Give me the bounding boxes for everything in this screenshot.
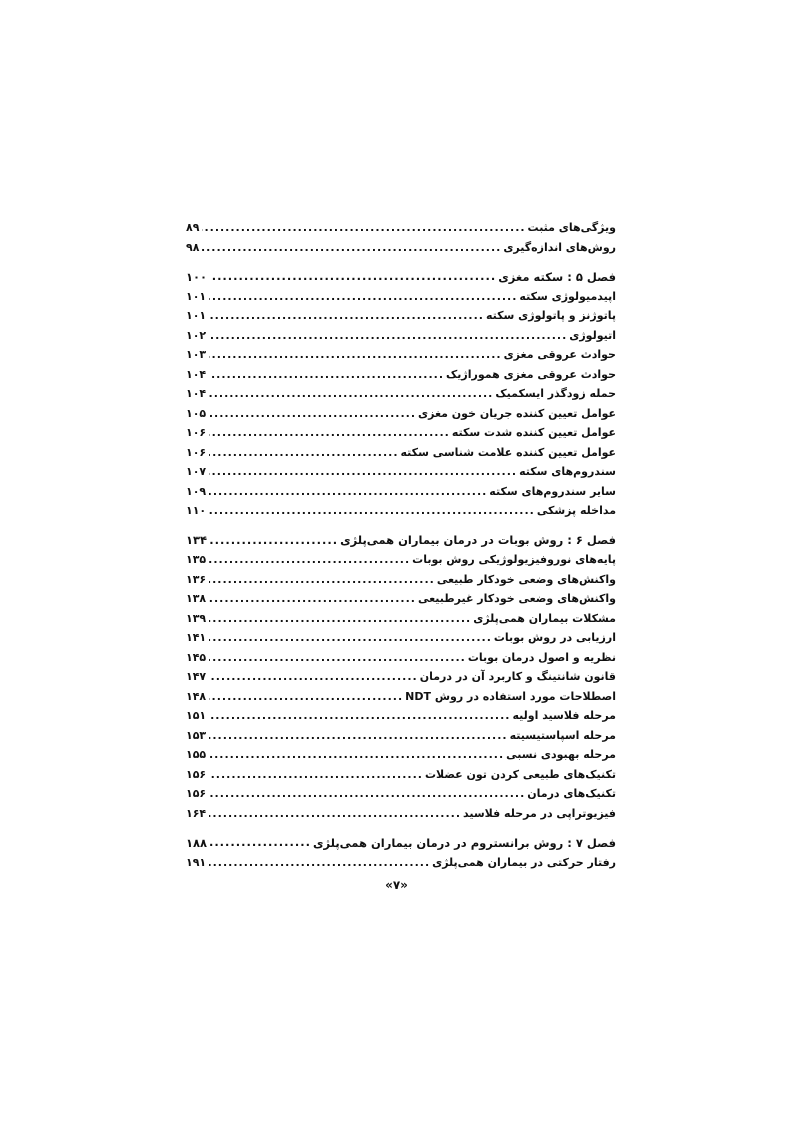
section-gap <box>186 257 616 267</box>
dot-leader <box>209 808 461 819</box>
dot-leader <box>202 222 525 233</box>
entry-title: مشکلات بیماران همی‌پلژی <box>473 611 616 625</box>
dot-leader <box>209 613 471 624</box>
entry-title: رفتار حرکتی در بیماران همی‌پلژی <box>432 855 616 869</box>
entry-page-number: ۱۳۶ <box>186 572 207 586</box>
dot-leader <box>209 447 398 458</box>
entry-title: عوامل تعیین کننده علامت شناسی سکته <box>400 445 616 459</box>
entry-title: مرحله فلاسید اولیه <box>512 709 616 723</box>
entry-title: ویژگی‌های مثبت <box>527 221 616 235</box>
toc-entry <box>186 326 616 346</box>
entry-title: مداخله پزشکی <box>536 504 616 518</box>
dot-leader <box>209 427 450 438</box>
section-gap <box>186 823 616 833</box>
entry-title: تکنیک‌های طبیعی کردن تون عضلات <box>424 767 616 781</box>
entry-title: اصطلاحات مورد استفاده در روش NDT <box>405 689 616 703</box>
entry-page-number: ۱۴۵ <box>186 650 207 664</box>
entry-page-number: ۱۹۱ <box>186 855 207 869</box>
dot-leader <box>209 749 504 760</box>
entry-title: سایر سندروم‌های سکته <box>489 484 616 498</box>
entry-page-number: ۱۴۱ <box>186 631 207 645</box>
toc-entry <box>186 784 616 804</box>
entry-title: پایه‌های نوروفیزیولوژیکی روش بوبات <box>412 553 616 567</box>
toc-entry <box>186 306 616 326</box>
section-gap <box>186 521 616 531</box>
entry-title: واکنش‌های وضعی خودکار طبیعی <box>436 572 616 586</box>
page-number: «۷» <box>385 878 408 892</box>
dot-leader <box>209 310 484 321</box>
dot-leader <box>209 769 423 780</box>
toc-entry <box>186 609 616 629</box>
entry-page-number: ۱۰۹ <box>186 484 207 498</box>
entry-page-number: ۱۵۵ <box>186 748 207 762</box>
entry-page-number: ۱۱۰ <box>186 504 207 518</box>
entry-title: روش‌های اندازه‌گیری <box>503 240 616 254</box>
entry-title: پاتوژنز و پاتولوژی سکته <box>485 309 616 323</box>
toc-entry <box>186 589 616 609</box>
chapter-heading <box>186 531 616 551</box>
entry-title: حوادث عروقی مغزی همورا‌ژیک <box>446 367 616 381</box>
chapter-heading <box>186 833 616 853</box>
dot-leader <box>202 242 501 253</box>
dot-leader <box>209 330 567 341</box>
toc-entry <box>186 853 616 873</box>
dot-leader <box>209 788 525 799</box>
dot-leader <box>209 388 493 399</box>
dot-leader <box>209 574 435 585</box>
dot-leader <box>209 369 444 380</box>
entry-page-number: ۱۰۱ <box>186 309 207 323</box>
dot-leader <box>209 730 507 741</box>
chapter-title: فصل ۵ : سکته مغزی <box>498 269 616 284</box>
dot-leader <box>209 505 535 516</box>
entry-page-number: ۱۵۱ <box>186 709 207 723</box>
toc-entry <box>186 765 616 785</box>
dot-leader <box>209 710 510 721</box>
chapter-page-number: ۱۰۰ <box>186 269 208 284</box>
toc-entry <box>186 365 616 385</box>
entry-title: حوادث عروقی مغزی <box>503 348 616 362</box>
toc-entry <box>186 482 616 502</box>
entry-page-number: ۱۰۲ <box>186 328 207 342</box>
toc-entry <box>186 384 616 404</box>
entry-title: اتیولوژی <box>569 328 616 342</box>
toc-entry <box>186 745 616 765</box>
toc-entry <box>186 687 616 707</box>
entry-page-number: ۹۸ <box>186 240 200 254</box>
dot-leader <box>210 535 338 547</box>
entry-page-number: ۱۳۹ <box>186 611 207 625</box>
dot-leader <box>209 291 517 302</box>
entry-page-number: ۱۵۳ <box>186 728 207 742</box>
entry-title: ارزیابی در روش بوبات <box>493 631 616 645</box>
entry-title: واکنش‌های وضعی خودکار غیرطبیعی <box>417 592 616 606</box>
toc-entry <box>186 706 616 726</box>
entry-title: نظریه و اصول درمان بوبات <box>467 650 616 664</box>
entry-page-number: ۱۶۴ <box>186 806 207 820</box>
entry-page-number: ۱۳۸ <box>186 592 207 606</box>
dot-leader <box>209 408 416 419</box>
entry-title: عوامل تعیین کننده جریان خون مغزی <box>418 406 616 420</box>
chapter-page-number: ۱۳۴ <box>186 533 208 548</box>
entry-page-number: ۱۰۷ <box>186 465 207 479</box>
dot-leader <box>210 271 496 283</box>
toc-entry <box>186 550 616 570</box>
entry-page-number: ۱۰۴ <box>186 367 207 381</box>
chapter-heading <box>186 267 616 287</box>
entry-title: قانون شانتینگ و کاربرد آن در درمان <box>419 670 616 684</box>
dot-leader <box>209 486 487 497</box>
toc-entry <box>186 726 616 746</box>
toc-entry <box>186 404 616 424</box>
toc-entry <box>186 423 616 443</box>
entry-page-number: ۱۵۶ <box>186 767 207 781</box>
dot-leader <box>210 837 311 849</box>
entry-page-number: ۱۰۵ <box>186 406 207 420</box>
entry-title: تکنیک‌های درمان <box>527 787 616 801</box>
toc-entry <box>186 628 616 648</box>
dot-leader <box>209 466 517 477</box>
chapter-title: فصل ۶ : روش بوبات در درمان بیماران همی‌پلژی <box>340 533 616 548</box>
entry-title: مرحله اسپاستیسیته <box>509 728 616 742</box>
toc-entry <box>186 238 616 258</box>
entry-title: اپیدمیولوژی سکته <box>519 289 616 303</box>
toc-entry <box>186 501 616 521</box>
toc-entry <box>186 218 616 238</box>
entry-page-number: ۱۴۸ <box>186 689 207 703</box>
dot-leader <box>209 857 430 868</box>
dot-leader <box>209 593 416 604</box>
chapter-title: فصل ۷ : روش برانستروم در درمان بیماران همی‌پلژی <box>312 835 616 850</box>
entry-title: فیزیوتراپی در مرحله فلاسید <box>463 806 616 820</box>
entry-title: سندروم‌های سکته <box>519 465 616 479</box>
toc-entry <box>186 345 616 365</box>
toc-entry <box>186 287 616 307</box>
table-of-contents <box>186 218 616 872</box>
entry-page-number: ۱۰۶ <box>186 426 207 440</box>
toc-entry <box>186 462 616 482</box>
entry-title: حمله زودگذر ایسکمیک <box>495 387 616 401</box>
dot-leader <box>209 652 466 663</box>
entry-page-number: ۸۹ <box>186 221 200 235</box>
entry-page-number: ۱۵۶ <box>186 787 207 801</box>
chapter-page-number: ۱۸۸ <box>186 835 208 850</box>
dot-leader <box>209 691 403 702</box>
toc-entry <box>186 570 616 590</box>
entry-page-number: ۱۳۵ <box>186 553 207 567</box>
toc-entry <box>186 648 616 668</box>
entry-page-number: ۱۰۱ <box>186 289 207 303</box>
entry-title: مرحله بهبودی نسبی <box>506 748 616 762</box>
toc-entry <box>186 804 616 824</box>
toc-entry <box>186 667 616 687</box>
toc-entry <box>186 443 616 463</box>
dot-leader <box>209 349 501 360</box>
entry-page-number: ۱۰۶ <box>186 445 207 459</box>
entry-title: عوامل تعیین کننده شدت سکته <box>451 426 616 440</box>
dot-leader <box>209 671 418 682</box>
entry-page-number: ۱۰۳ <box>186 348 207 362</box>
entry-page-number: ۱۴۷ <box>186 670 207 684</box>
entry-page-number: ۱۰۴ <box>186 387 207 401</box>
dot-leader <box>209 554 410 565</box>
dot-leader <box>209 632 492 643</box>
